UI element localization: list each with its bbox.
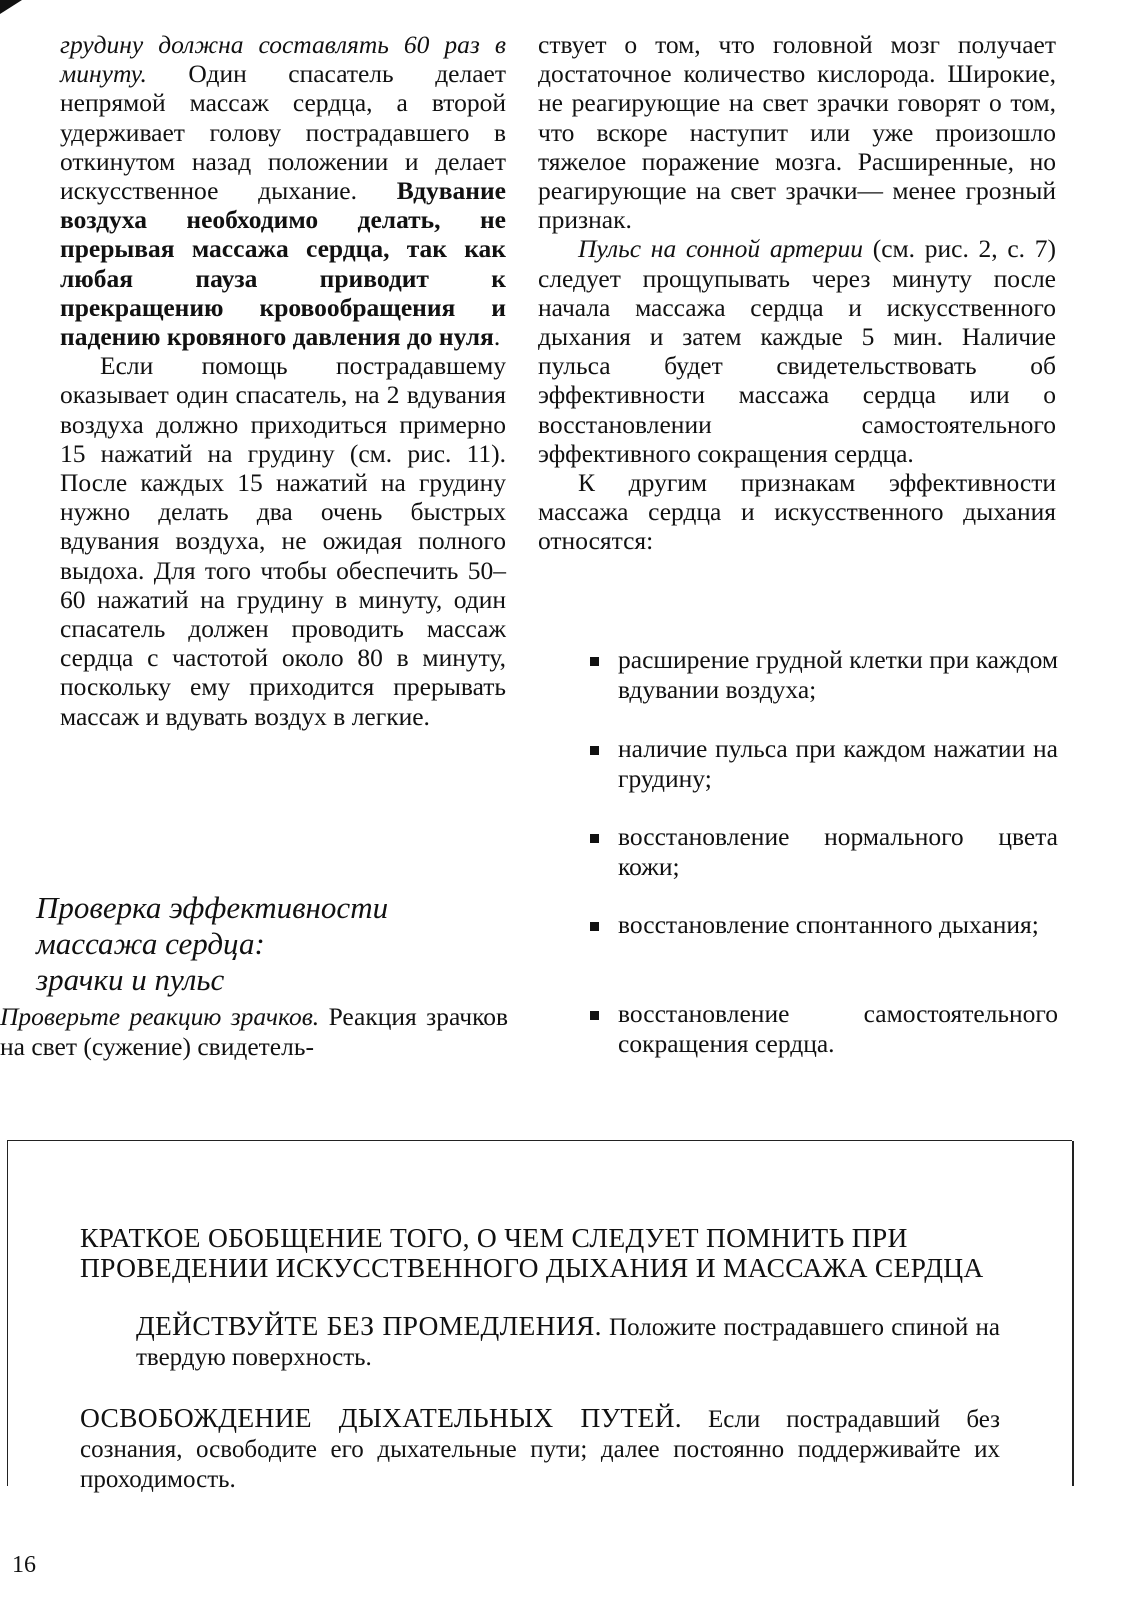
square-bullet-icon xyxy=(590,834,599,843)
summary-box xyxy=(7,1140,1072,1493)
caps-phrase: ОСВОБОЖДЕНИЕ ДЫХАТЕЛЬНЫХ ПУТЕЙ. xyxy=(80,1402,682,1433)
list-item-text: восстановление самостоятельного сокращения сердца. xyxy=(618,999,1058,1058)
left-paragraph-2: Если помощь пострадавшему оказывает один спасатель, на 2 вдувания воздуха должно приходиться примерно 15 нажатий на грудину (см. рис. 11). После каждых 15 нажатий на грудину нужно делать два очень быстрых вдувания воздуха, не ожидая полного выдоха. Для того чтобы обеспечить 50– 60 нажатий на грудину в минуту, один спасатель должен проводить массаж сердца с частотой около 80 в минуту, поскольку ему приходится прерывать массаж и вдувать воздух в легкие. xyxy=(60,351,506,731)
bullet-list xyxy=(590,822,1058,881)
section-heading xyxy=(36,890,516,998)
bullet-list xyxy=(590,910,1058,940)
bullet-list xyxy=(590,734,1058,793)
list-item xyxy=(590,645,1058,704)
square-bullet-icon xyxy=(590,746,599,755)
right-paragraph-2 xyxy=(538,234,1056,468)
heading-line-3: зрачки и пульс xyxy=(36,962,225,997)
lead-paragraph xyxy=(0,1002,508,1061)
right-paragraph-3: К другим признакам эффективности массажа сердца и искусственного дыхания относятся: xyxy=(538,468,1056,556)
text-run: Один спасатель делает непрямой массаж сердца, а второй удерживает голову пострадавшего в откинутом назад положении и делает искусственное дыхание. xyxy=(60,59,506,206)
corner-mark xyxy=(0,0,22,14)
heading-line-2: массажа сердца: xyxy=(36,926,265,961)
square-bullet-icon xyxy=(590,657,599,666)
left-column xyxy=(60,30,506,731)
square-bullet-icon xyxy=(590,1011,599,1020)
bullet-list xyxy=(590,645,1058,704)
summary-title: КРАТКОЕ ОБОБЩЕНИЕ ТОГО, О ЧЕМ СЛЕДУЕТ ПОМНИТЬ ПРИ ПРОВЕДЕНИИ ИСКУССТВЕННОГО ДЫХАНИЯ И МАССАЖА СЕРДЦА xyxy=(80,1222,984,1283)
list-item xyxy=(590,910,1058,940)
bold-phrase: Вдувание воздуха необходимо делать, не прерывая массажа сердца, так как любая пауза приводит к прекращению кровообращения и падению кровяного давления до нуля xyxy=(60,176,506,352)
text-run: (см. рис. 2, с. 7) следует прощупывать через минуту после начала массажа сердца и искусственного дыхания и затем каждые 5 мин. Наличие пульса будет свидетельствовать об эффективности массажа сердца или о восстановлении самостоятельного эффективного сокращения сердца. xyxy=(538,234,1056,468)
list-item-text: восстановление нормального цвета кожи; xyxy=(618,822,1058,881)
list-item-text: расширение грудной клетки при каждом вдувании воздуха; xyxy=(618,645,1058,704)
text-run: Положите пострадавшего спиной на твердую поверхность. xyxy=(136,1314,1000,1371)
right-paragraph-1: ствует о том, что головной мозг получает достаточное количество кислорода. Широкие, не реагирующие на свет зрачки говорят о том, что вскоре наступит или уже произошло тяжелое поражение мозга. Расширенные, но реагирующие на свет зрачки— менее грозный признак. xyxy=(538,30,1056,235)
list-item-text: восстановление спонтанного дыхания; xyxy=(618,910,1039,939)
left-paragraph-1 xyxy=(60,30,506,351)
square-bullet-icon xyxy=(590,922,599,931)
summary-paragraph-2 xyxy=(80,1403,1000,1495)
right-column xyxy=(538,30,1056,556)
italic-phrase: грудину должна составлять 60 раз в минуту. xyxy=(60,30,506,89)
box-right-edge xyxy=(1072,1141,1074,1486)
list-item-text: наличие пульса при каждом нажатии на грудину; xyxy=(618,734,1058,793)
page-number: 16 xyxy=(12,1552,36,1578)
text-run: . xyxy=(493,322,501,352)
text-run: Если пострадавший без сознания, освободите его дыхательные пути; далее постоянно поддерживайте их проходимость. xyxy=(80,1406,1000,1493)
caps-phrase: ДЕЙСТВУЙТЕ БЕЗ ПРОМЕДЛЕНИЯ. xyxy=(136,1310,602,1341)
text-run: Реакция зрачков на свет (сужение) свидетель- xyxy=(0,1002,508,1061)
list-item xyxy=(590,999,1058,1058)
bullet-list xyxy=(590,999,1058,1058)
italic-phrase: Проверьте реакцию зрачков. xyxy=(0,1002,320,1031)
heading-line-1: Проверка эффективности xyxy=(36,890,389,925)
list-item xyxy=(590,822,1058,881)
list-item xyxy=(590,734,1058,793)
summary-paragraph-1 xyxy=(136,1311,1000,1373)
italic-phrase: Пульс на сонной артерии xyxy=(578,234,863,264)
